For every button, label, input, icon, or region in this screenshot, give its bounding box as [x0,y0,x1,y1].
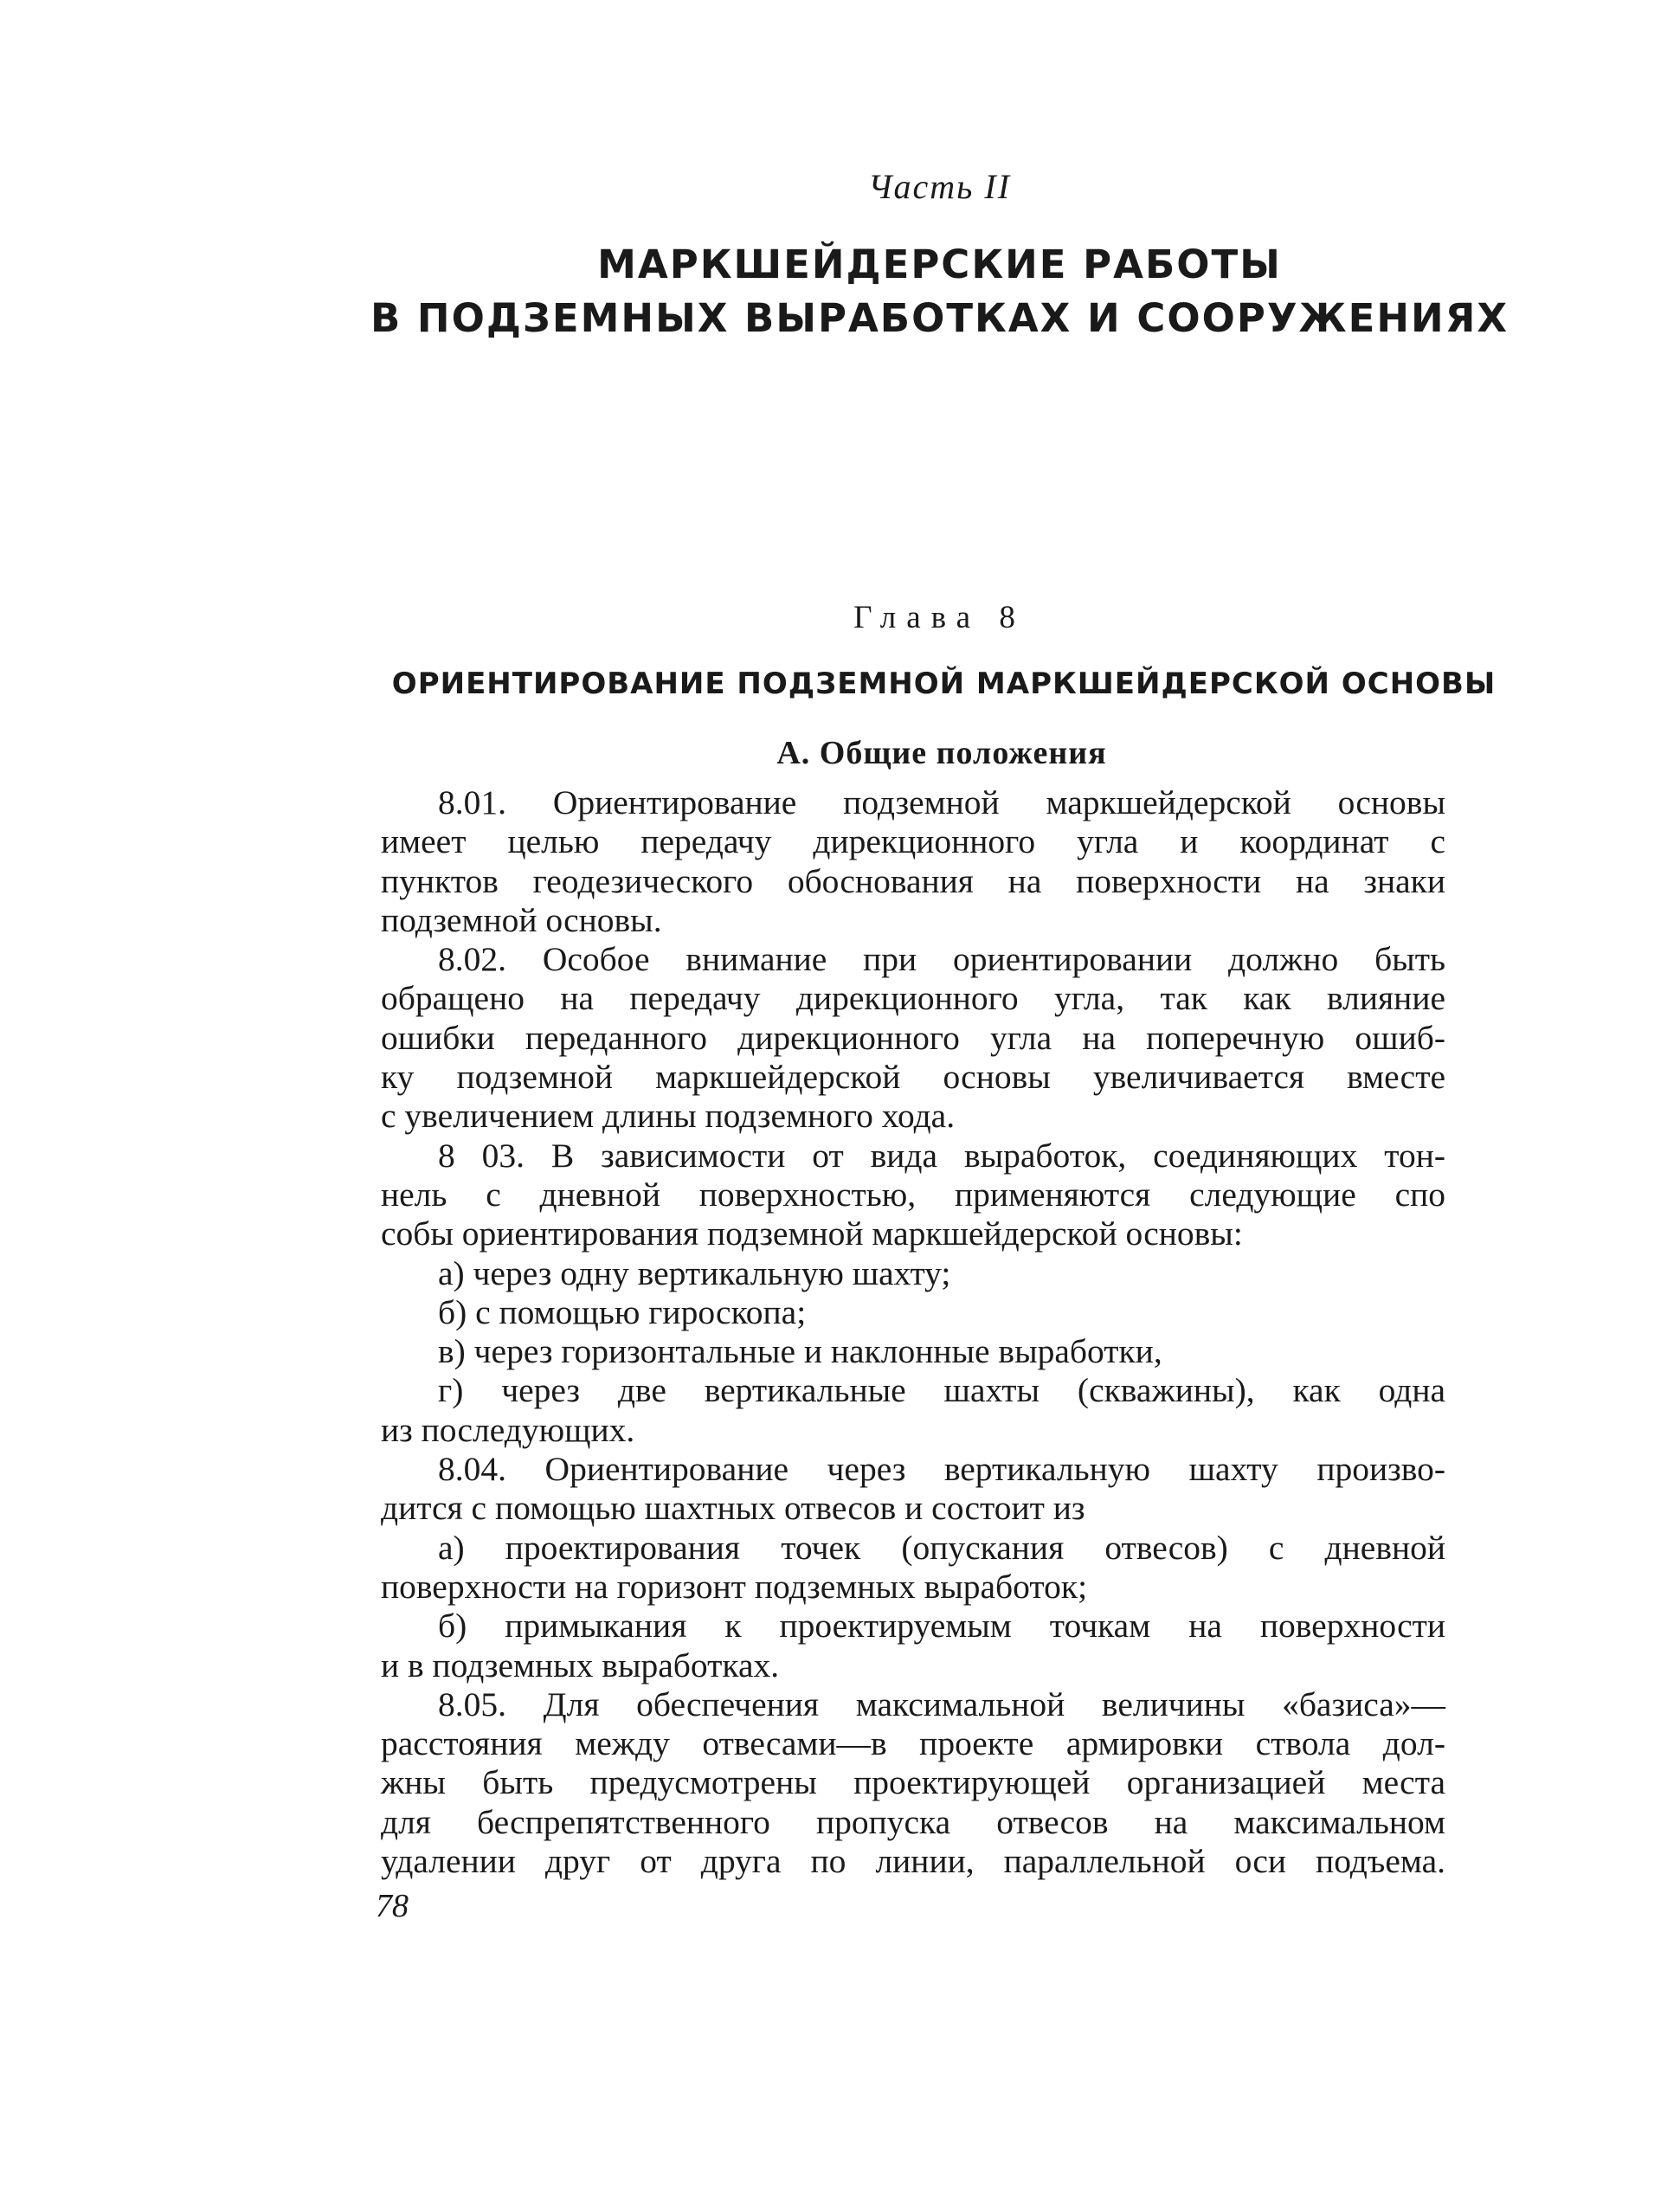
text-line: нель с дневной поверхностью, применяются следующие спо [381,1175,1445,1214]
list-item: б) с помощью гироскопа; [438,1292,807,1331]
text-line: для беспрепятственного пропуска отвесов на максимальном [381,1802,1445,1841]
text-line: 8.01. Ориентирование подземной маркшейдерской основы [438,783,1445,821]
part-title-line-1: МАРКШЕЙДЕРСКИЕ РАБОТЫ [597,242,1282,287]
text-line: ку подземной маркшейдерской основы увеличивается вместе [381,1058,1445,1097]
part-title [0,238,1680,345]
text-line: собы ориентирования подземной маркшейдерской основы: [381,1214,1243,1253]
text-line: обращено на передачу дирекционного угла, так как влияние [381,979,1445,1018]
text-line: из последующих. [381,1410,635,1449]
text-line: с увеличением длины подземного хода. [381,1097,956,1136]
list-item: в) через горизонтальные и наклонные выработки, [438,1332,1162,1371]
text-line: жны быть предусмотрены проектирующей организацией места [381,1763,1445,1802]
text-line: ошибки переданного дирекционного угла на поперечную ошиб- [381,1018,1445,1057]
text-line: 8.02. Особое внимание при ориентировании должно быть [438,940,1445,979]
list-item: б) примыкания к проектируемым точкам на поверхности [438,1607,1445,1646]
text-line: подземной основы. [381,900,662,939]
text-line: 8 03. В зависимости от вида выработок, соединяющих тон- [438,1136,1445,1175]
text-line: пунктов геодезического обоснования на поверхности на знаки [381,861,1445,900]
text-line: удалении друг от друга по линии, параллельной оси подъема. [381,1842,1445,1881]
list-item: а) проектирования точек (опускания отвесов) с дневной [438,1528,1445,1567]
text-line: имеет целью передачу дирекционного угла и координат с [381,822,1445,861]
part-label: Часть II [867,167,1012,206]
part-title-line-2: В ПОДЗЕМНЫХ ВЫРАБОТКАХ И СООРУЖЕНИЯХ [370,295,1509,341]
section-title: А. Общие положения [776,735,1107,771]
chapter-title: ОРИЕНТИРОВАНИЕ ПОДЗЕМНОЙ МАРКШЕЙДЕРСКОЙ ОСНОВЫ [391,667,1497,701]
text-line: 8.04. Ориентирование через вертикальную шахту произво- [438,1450,1445,1489]
list-item: а) через одну вертикальную шахту; [438,1253,951,1292]
text-line: 8.05. Для обеспечения максимальной величины «базиса»— [438,1684,1445,1723]
text-line: и в подземных выработках. [381,1646,780,1684]
text-line: расстояния между отвесами—в проекте армировки ствола дол- [381,1724,1445,1763]
body-text [381,783,1445,1881]
text-line: поверхности на горизонт подземных выработок; [381,1567,1088,1606]
list-item: г) через две вертикальные шахты (скважины), как одна [438,1371,1445,1410]
text-line: дится с помощью шахтных отвесов и состоит из [381,1489,1085,1528]
chapter-label: Глава 8 [853,600,1026,635]
page-number: 78 [376,1888,409,1924]
